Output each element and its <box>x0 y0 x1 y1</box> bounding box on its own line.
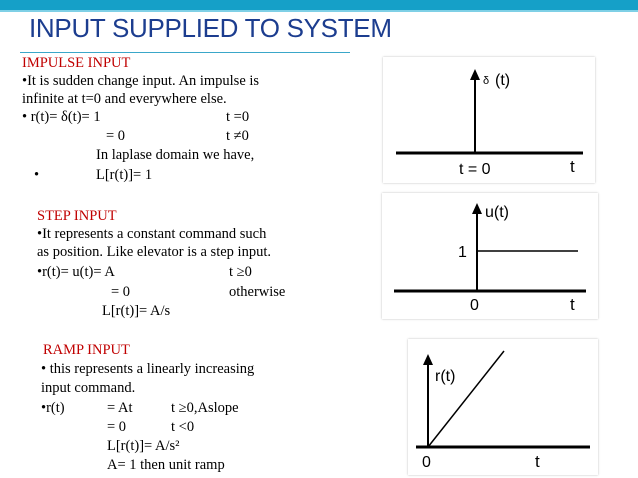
impulse-graph <box>383 57 595 183</box>
step-laplace: L[r(t)]= A/s <box>102 303 171 319</box>
step-x-label: t <box>570 295 575 314</box>
step-line-2: as position. Like elevator is a step input. <box>37 244 271 260</box>
step-line-1: •It represents a constant command such <box>37 226 267 242</box>
impulse-origin-label: t = 0 <box>459 161 491 178</box>
ramp-line-2: input command. <box>41 380 136 396</box>
ramp-condition-1: t ≥0,Aslope <box>171 400 239 416</box>
impulse-line-1: •It is sudden change input. An impulse is <box>22 73 260 89</box>
title-underline <box>20 52 350 53</box>
ramp-laplace: L[r(t)]= A/s² <box>107 438 180 454</box>
step-ylabel: u(t) <box>485 204 509 221</box>
top-accent-line <box>0 10 638 12</box>
step-heading: STEP INPUT <box>37 208 117 224</box>
step-condition-2: otherwise <box>229 284 286 300</box>
impulse-x-label: t <box>570 157 575 176</box>
step-zero: = 0 <box>111 284 131 300</box>
impulse-heading: IMPULSE INPUT <box>22 55 131 71</box>
ramp-graph <box>408 339 598 475</box>
ramp-line <box>428 351 504 447</box>
step-level-label: 1 <box>458 244 467 261</box>
impulse-bullet: • <box>34 167 40 183</box>
step-graph <box>382 193 598 319</box>
step-origin-label: 0 <box>470 297 479 314</box>
step-arrowhead <box>472 203 482 214</box>
impulse-zero: = 0 <box>106 128 126 144</box>
ramp-equation-lhs: •r(t) <box>41 400 65 416</box>
step-condition-1: t ≥0 <box>229 264 252 280</box>
ramp-arrowhead <box>423 354 433 365</box>
ramp-unit-note: A= 1 then unit ramp <box>107 457 225 473</box>
impulse-ylabel-sym: δ <box>483 75 490 87</box>
ramp-line-1: • this represents a linearly increasing <box>41 361 255 377</box>
impulse-ylabel-rest: (t) <box>495 72 511 89</box>
slide-title: INPUT SUPPLIED TO SYSTEM <box>29 13 392 43</box>
top-accent-bar <box>0 0 638 10</box>
ramp-equation-rhs: = At <box>107 400 133 416</box>
impulse-laplace: L[r(t)]= 1 <box>96 167 153 183</box>
ramp-zero: = 0 <box>107 419 127 435</box>
ramp-heading: RAMP INPUT <box>43 342 130 358</box>
impulse-equation: • r(t)= δ(t)= 1 <box>22 109 101 125</box>
ramp-origin-label: 0 <box>422 454 431 471</box>
impulse-line-2: infinite at t=0 and everywhere else. <box>22 91 227 107</box>
impulse-condition-2: t ≠0 <box>226 128 249 144</box>
ramp-ylabel: r(t) <box>435 368 456 385</box>
impulse-laplace-intro: In laplase domain we have, <box>96 147 255 163</box>
impulse-condition-1: t =0 <box>226 109 250 125</box>
ramp-condition-2: t <0 <box>171 419 195 435</box>
step-equation: •r(t)= u(t)= A <box>37 264 115 280</box>
ramp-x-label: t <box>535 452 540 471</box>
impulse-arrowhead <box>470 69 480 80</box>
